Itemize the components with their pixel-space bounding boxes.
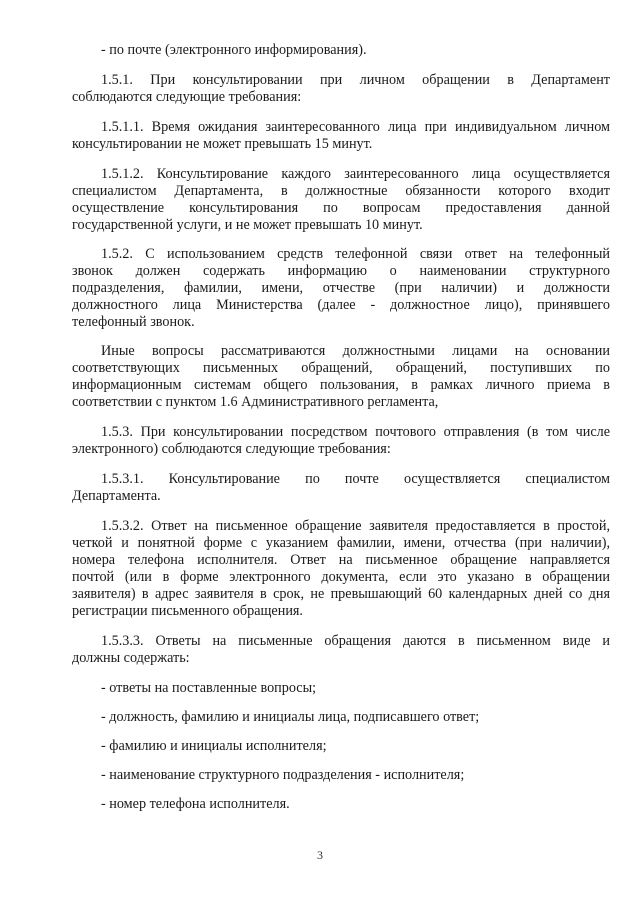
text-line: номера телефона исполнителя. Ответ на письменное обращение направляется (72, 552, 610, 568)
text-line: 1.5.1.2. Консультирование каждого заинтересованного лица осуществляется (101, 166, 610, 182)
text-line: 1.5.1. При консультировании при личном обращении в Департамент (101, 72, 610, 88)
text-line: специалистом Департамента, в должностные обязанности которого входит (72, 183, 610, 199)
page-number: 3 (317, 848, 323, 862)
text-line: 1.5.3.1. Консультирование по почте осуществляется специалистом (101, 471, 610, 487)
text-line: информационным системам общего пользования, в рамках личного приема в (72, 377, 610, 393)
text-line: подразделения, фамилии, имени, отчестве (при наличии) и должности (72, 280, 610, 296)
text-line: четкой и понятной форме с указанием фамилии, имени, отчества (при наличии), (72, 535, 610, 551)
text-line: должностного лица Министерства (далее - должностное лицо), принявшего (72, 297, 610, 313)
text-line: 1.5.3.3. Ответы на письменные обращения даются в письменном виде и (101, 633, 610, 649)
text-line: 1.5.3.2. Ответ на письменное обращение заявителя предоставляется в простой, (101, 518, 610, 534)
text-line: регистрации письменного обращения. (72, 603, 303, 619)
list-item: - фамилию и инициалы исполнителя; (101, 738, 327, 754)
text-line: соответствии с пунктом 1.6 Административного регламента, (72, 394, 439, 410)
text-line: должны содержать: (72, 650, 190, 666)
text-line: соответствующих письменных обращений, обращений, поступивших по (72, 360, 610, 376)
text-line: заявителя) в адрес заявителя в срок, не превышающий 60 календарных дней со дня (72, 586, 610, 602)
text-line: государственной услуги, и не может превышать 10 минут. (72, 217, 423, 233)
text-line: 1.5.3. При консультировании посредством почтового отправления (в том числе (101, 424, 610, 440)
text-line: электронного) соблюдаются следующие требования: (72, 441, 391, 457)
text-line: 1.5.1.1. Время ожидания заинтересованного лица при индивидуальном личном (101, 119, 610, 135)
text-line: консультировании не может превышать 15 минут. (72, 136, 373, 152)
text-line: - по почте (электронного информирования). (101, 42, 367, 58)
list-item: - ответы на поставленные вопросы; (101, 680, 317, 696)
list-item: - должность, фамилию и инициалы лица, подписавшего ответ; (101, 709, 480, 725)
text-line: Департамента. (72, 488, 161, 504)
list-item: - наименование структурного подразделения - исполнителя; (101, 767, 465, 783)
list-item: - номер телефона исполнителя. (101, 796, 290, 812)
text-line: соблюдаются следующие требования: (72, 89, 302, 105)
text-line: осуществление консультирования по вопросам предоставления данной (72, 200, 610, 216)
text-line: Иные вопросы рассматриваются должностными лицами на основании (101, 343, 610, 359)
text-line: 1.5.2. С использованием средств телефонной связи ответ на телефонный (101, 246, 610, 262)
text-line: телефонный звонок. (72, 314, 195, 330)
text-line: звонок должен содержать информацию о наименовании структурного (72, 263, 610, 279)
text-line: почтой (или в форме электронного документа, если это указано в обращении (72, 569, 610, 585)
